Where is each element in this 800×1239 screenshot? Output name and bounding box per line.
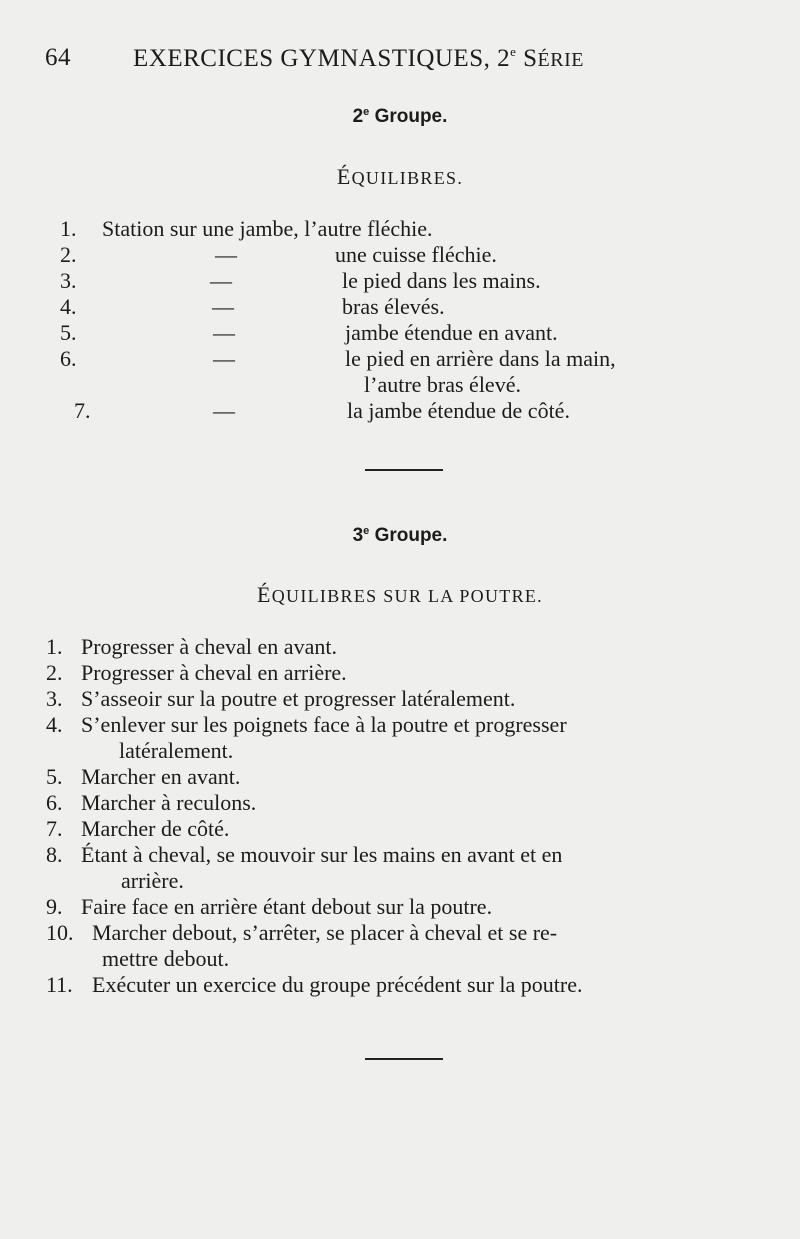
group-2-section-cap: É — [336, 164, 352, 189]
item-number: 4. — [60, 294, 77, 319]
group-3-ordinal-sup: e — [363, 525, 370, 537]
item-text: Marcher debout, s’arrêter, se placer à cheval et se re- — [92, 920, 558, 945]
group-2-label: Groupe. — [374, 106, 448, 127]
item-number: 5. — [46, 764, 63, 789]
item-text: Marcher de côté. — [81, 816, 230, 841]
item-text: Exécuter un exercice du groupe précédent sur la poutre. — [92, 972, 583, 997]
item-number: 1. — [46, 634, 63, 659]
item-number: 2. — [46, 660, 63, 685]
section-divider — [365, 1058, 443, 1060]
item-text: Marcher à reculons. — [81, 790, 257, 815]
item-number: 7. — [46, 816, 63, 841]
group-3-section-rest: QUILIBRES SUR LA POUTRE. — [271, 586, 543, 606]
running-title-main: EXERCICES GYMNASTIQUES, 2 — [133, 45, 511, 72]
running-title-serie-cap: S — [523, 45, 538, 72]
item-text: bras élevés. — [342, 294, 445, 319]
group-2-section-rest: QUILIBRES. — [351, 168, 464, 188]
ditto-dash: — — [213, 320, 235, 345]
running-title-sup: e — [510, 44, 517, 59]
ditto-dash: — — [213, 346, 235, 371]
item-number: 6. — [60, 346, 77, 371]
item-text: Station sur une jambe, l’autre fléchie. — [102, 216, 433, 241]
group-3-label: Groupe. — [374, 525, 448, 546]
item-text: la jambe étendue de côté. — [347, 398, 570, 423]
item-text-continuation: latéralement. — [119, 738, 234, 763]
group-2-section-title — [0, 164, 800, 190]
section-divider — [365, 469, 443, 471]
item-number: 3. — [60, 268, 77, 293]
item-text: Marcher en avant. — [81, 764, 241, 789]
item-text-continuation: mettre debout. — [102, 946, 230, 971]
group-2-ordinal: 2 — [352, 106, 364, 127]
group-3-title — [0, 525, 800, 547]
group-2-title — [0, 106, 800, 128]
ditto-dash: — — [215, 242, 237, 267]
item-number: 11. — [46, 972, 73, 997]
item-number: 4. — [46, 712, 63, 737]
item-text: S’enlever sur les poignets face à la poutre et progresser — [81, 712, 567, 737]
running-title — [133, 44, 584, 73]
group-3-ordinal: 3 — [352, 525, 364, 546]
item-text-continuation: l’autre bras élevé. — [364, 372, 521, 397]
item-number: 1. — [60, 216, 77, 241]
running-header — [0, 40, 800, 80]
item-text: Faire face en arrière étant debout sur la poutre. — [81, 894, 493, 919]
item-number: 9. — [46, 894, 63, 919]
item-number: 7. — [74, 398, 91, 423]
item-text: le pied en arrière dans la main, — [345, 346, 616, 371]
group-3-section-title — [0, 582, 800, 608]
item-number: 6. — [46, 790, 63, 815]
item-text: jambe étendue en avant. — [345, 320, 558, 345]
group-2-ordinal-sup: e — [363, 106, 370, 118]
ditto-dash: — — [210, 268, 232, 293]
item-text-continuation: arrière. — [121, 868, 184, 893]
ditto-dash: — — [212, 294, 234, 319]
item-text: le pied dans les mains. — [342, 268, 541, 293]
item-text: Progresser à cheval en arrière. — [81, 660, 347, 685]
item-number: 3. — [46, 686, 63, 711]
item-text: Progresser à cheval en avant. — [81, 634, 337, 659]
ditto-dash: — — [213, 398, 235, 423]
page-number: 64 — [45, 44, 71, 71]
item-text: Étant à cheval, se mouvoir sur les mains en avant et en — [81, 842, 563, 867]
item-number: 5. — [60, 320, 77, 345]
running-title-serie-rest: ÉRIE — [537, 49, 584, 71]
item-text: une cuisse fléchie. — [335, 242, 497, 267]
item-number: 2. — [60, 242, 77, 267]
item-number: 8. — [46, 842, 63, 867]
item-text: S’asseoir sur la poutre et progresser latéralement. — [81, 686, 516, 711]
item-number: 10. — [46, 920, 74, 945]
group-3-section-cap: É — [257, 582, 272, 607]
